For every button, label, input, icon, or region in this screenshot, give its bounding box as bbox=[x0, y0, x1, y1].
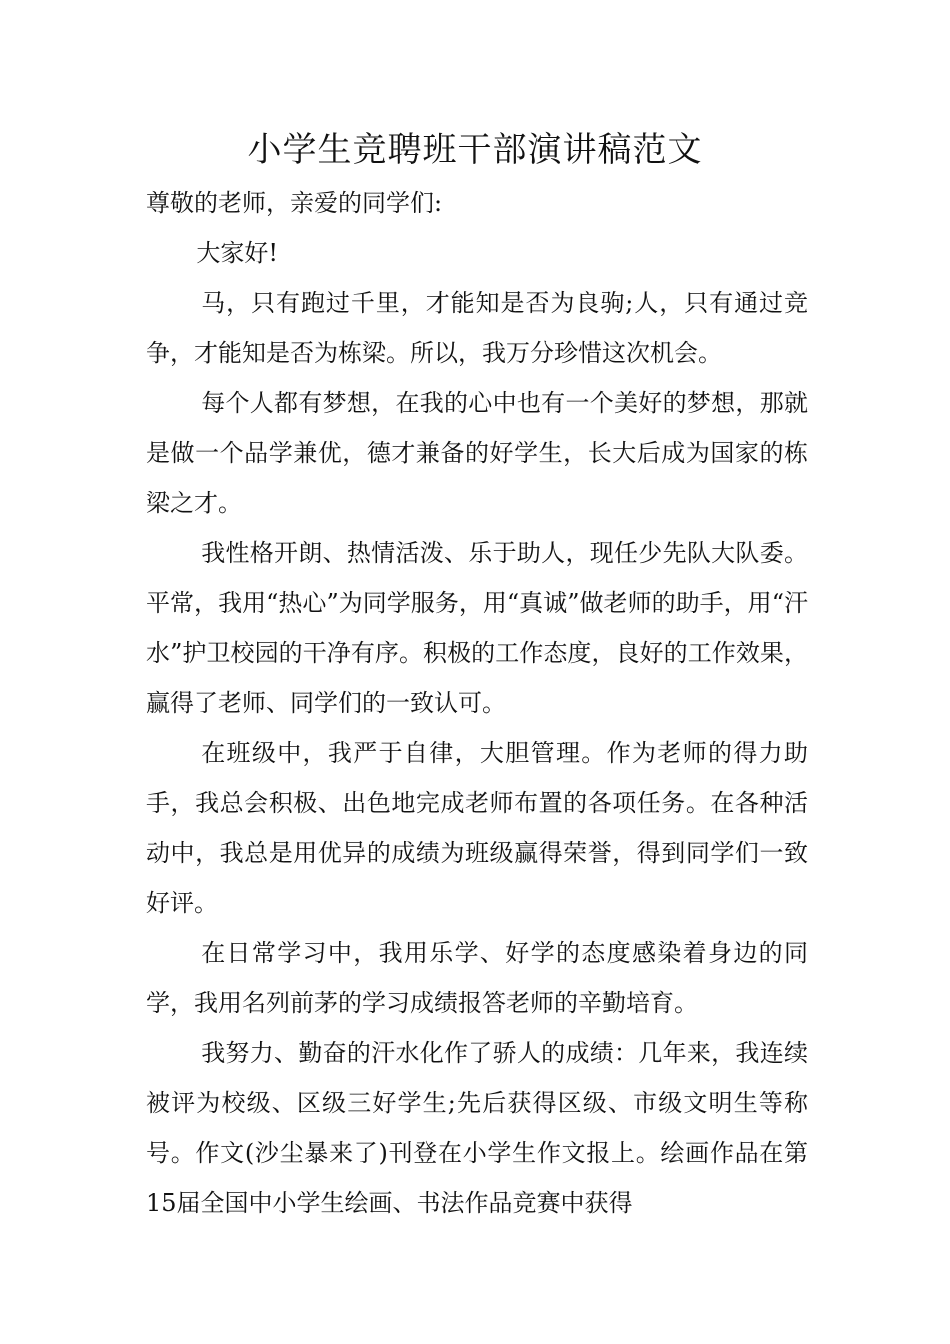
paragraph-6: 我努力、勤奋的汗水化作了骄人的成绩：几年来，我连续被评为校级、区级三好学生;先后获得区级、市级文明生等称号。作文(沙尘暴来了)刊登在小学生作文报上。绘画作品在第15届全国中小学生绘画、书法作品竞赛中获得 bbox=[146, 1039, 808, 1217]
salutation: 尊敬的老师，亲爱的同学们: bbox=[146, 189, 443, 217]
document-title: 小学生竞聘班干部演讲稿范文 bbox=[247, 130, 703, 170]
paragraph-3: 我性格开朗、热情活泼、乐于助人，现任少先队大队委。平常，我用“热心”为同学服务，用“真诚”做老师的助手，用“汗水”护卫校园的干净有序。积极的工作态度，良好的工作效果，赢得了老师、同学们的一致认可。 bbox=[146, 539, 808, 717]
paragraph-5: 在日常学习中，我用乐学、好学的态度感染着身边的同学，我用名列前茅的学习成绩报答老师的辛勤培育。 bbox=[146, 939, 808, 1017]
paragraph-1: 马，只有跑过千里，才能知是否为良驹;人，只有通过竞争，才能知是否为栋梁。所以，我万分珍惜这次机会。 bbox=[146, 289, 808, 367]
greeting: 大家好! bbox=[196, 239, 279, 267]
paragraph-4: 在班级中，我严于自律，大胆管理。作为老师的得力助手，我总会积极、出色地完成老师布置的各项任务。在各种活动中，我总是用优异的成绩为班级赢得荣誉，得到同学们一致好评。 bbox=[146, 739, 808, 917]
paragraph-2: 每个人都有梦想，在我的心中也有一个美好的梦想，那就是做一个品学兼优，德才兼备的好学生，长大后成为国家的栋梁之才。 bbox=[146, 389, 808, 517]
document-body bbox=[146, 178, 808, 1228]
